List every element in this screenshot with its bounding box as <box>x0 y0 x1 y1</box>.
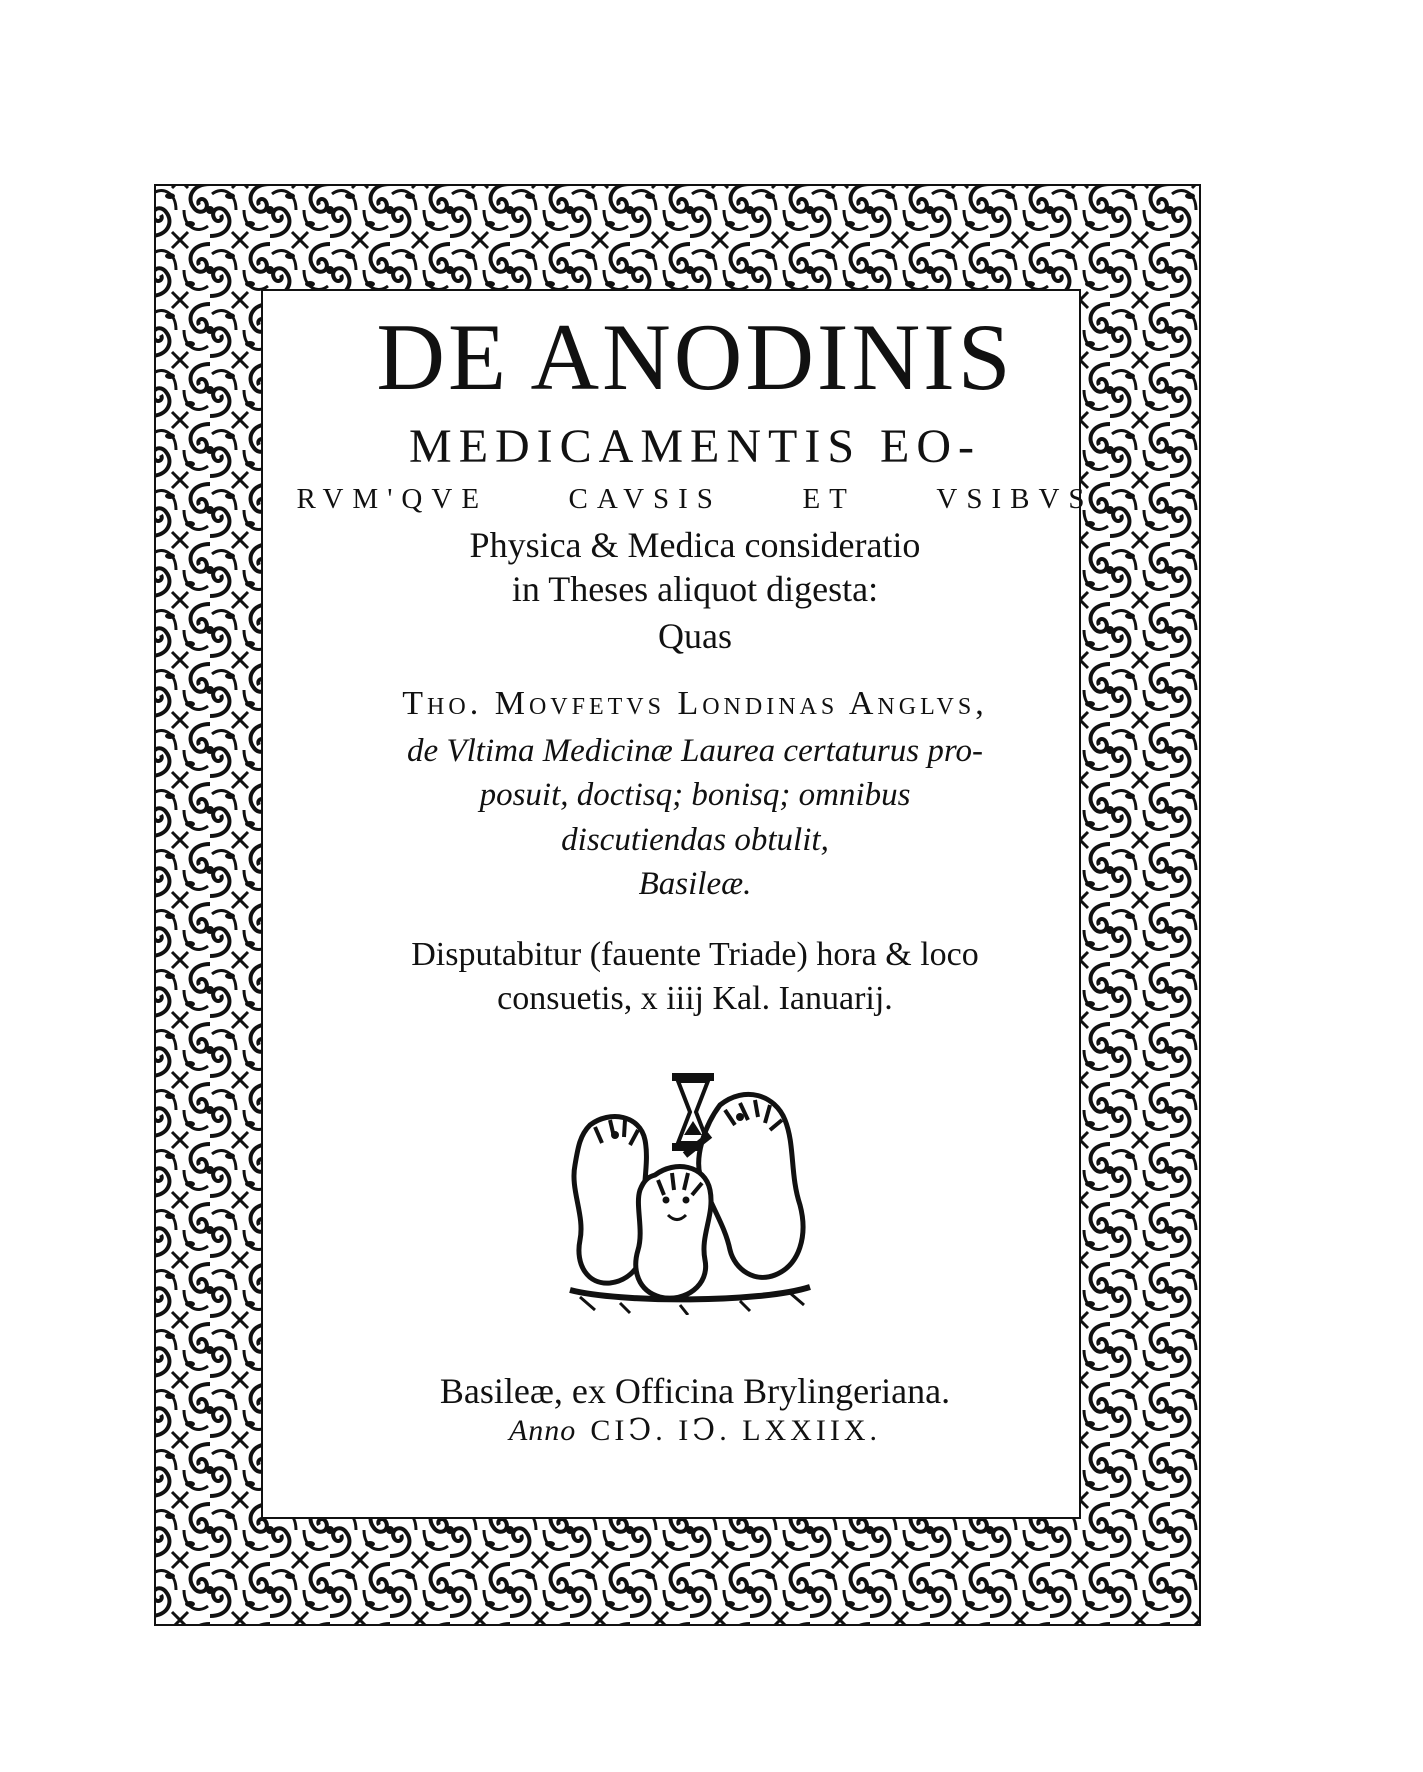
title-line-3 <box>280 485 1110 514</box>
anno-year: CIↃ. IↃ. LXXIIX. <box>590 1414 882 1448</box>
italic-block <box>280 729 1110 907</box>
anno-label: Anno <box>508 1414 577 1448</box>
italic-line: discutiendas obtulit, <box>561 821 829 858</box>
dispute-line: consuetis, x iiij Kal. Ianuarij. <box>497 980 893 1018</box>
title-line-5: in Theses aliquot digesta: <box>511 568 879 609</box>
title-line-3-word: CAVSIS <box>568 483 722 515</box>
title-line-3-word: ET <box>802 483 856 515</box>
title-line-3-word: RVM'QVE <box>296 483 489 515</box>
author-line: Tho. Movfetvs Londinas Anglvs, <box>402 684 988 722</box>
title-line-2: MEDICAMENTIS EO- <box>409 420 981 473</box>
title-text-block <box>280 300 1110 1021</box>
italic-line: Basileæ. <box>638 866 752 903</box>
imprint-block <box>280 1370 1110 1448</box>
title-line-6: Quas <box>658 616 732 657</box>
italic-line: de Vltima Medicinæ Laurea certaturus pro- <box>407 732 983 769</box>
main-title: DE ANODINIS <box>376 304 1014 410</box>
imprint-line: Basileæ, ex Officina Brylingeriana. <box>439 1371 951 1411</box>
anno-line <box>280 1413 1110 1448</box>
dispute-line: Disputabitur (fauente Triade) hora & loco <box>411 935 979 973</box>
dispute-block <box>280 933 1110 1021</box>
italic-line: posuit, doctisq; bonisq; omnibus <box>479 777 911 814</box>
three-lions-hourglass-icon <box>560 1065 820 1315</box>
title-line-3-word: VSIBVS <box>936 483 1094 515</box>
title-line-4: Physica & Medica consideratio <box>469 525 921 565</box>
